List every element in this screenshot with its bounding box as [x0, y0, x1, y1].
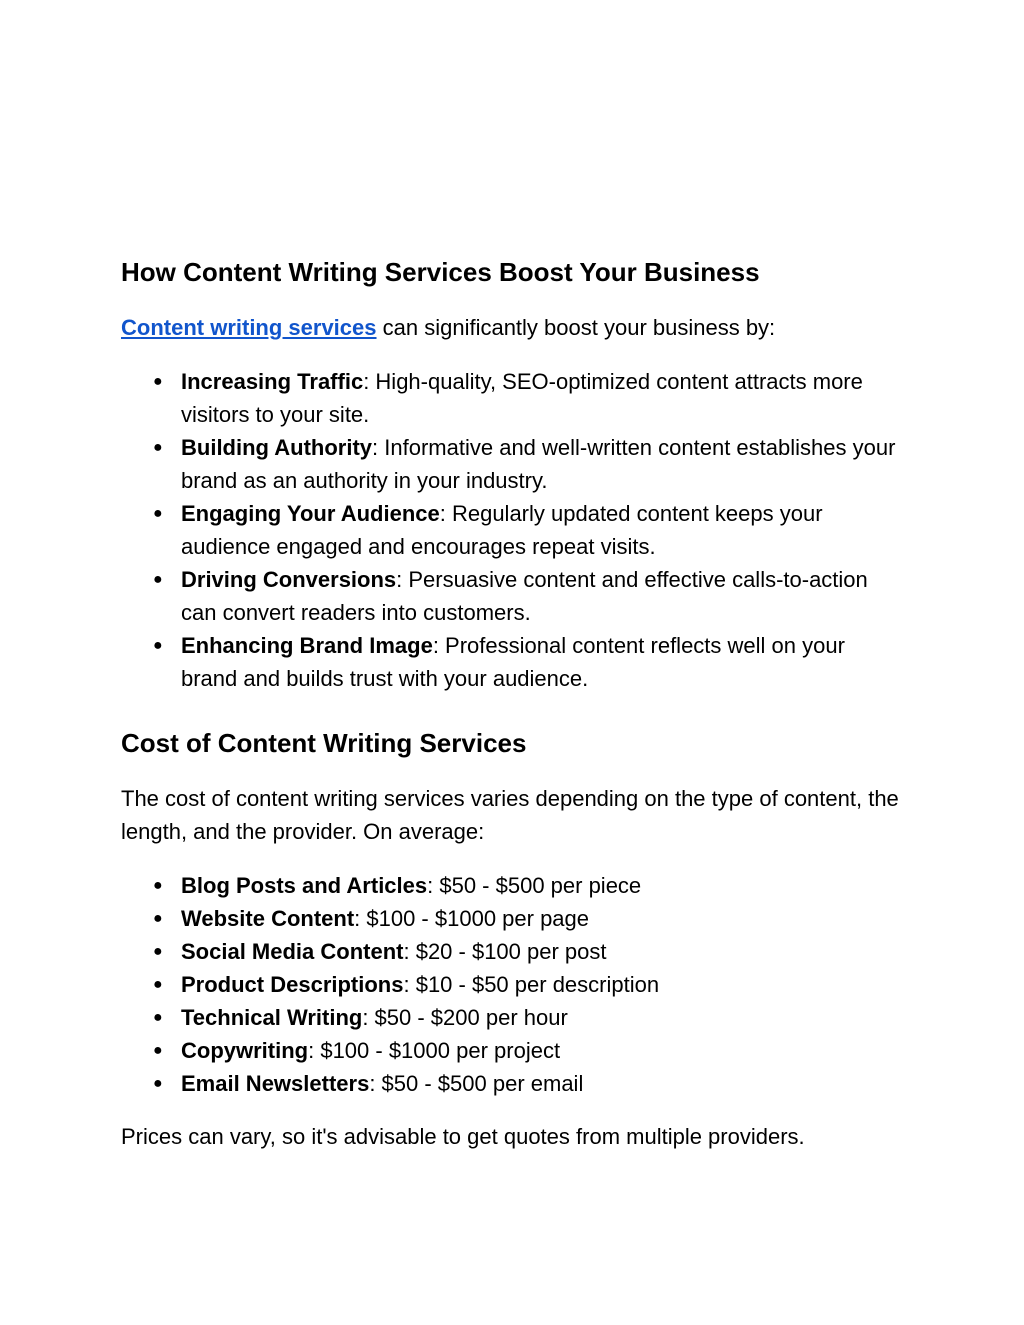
list-item [121, 968, 903, 1001]
list-item-term: Building Authority [181, 435, 373, 460]
section-heading-boost: How Content Writing Services Boost Your Business [121, 257, 760, 287]
list-item-term: Driving Conversions [181, 567, 397, 592]
list-item-desc: : Professional content reflects well on your brand and builds trust with your audience. [181, 633, 845, 691]
list-item [121, 497, 903, 563]
pricing-list [121, 869, 921, 1100]
list-item [121, 935, 903, 968]
list-item-term: Email Newsletters [181, 1071, 370, 1096]
closing-paragraph: Prices can vary, so it's advisable to get quotes from multiple providers. [121, 1124, 805, 1149]
bullet-icon: ● [153, 1042, 163, 1059]
list-item-desc: : Persuasive content and effective calls-to-action can convert readers into customers. [181, 567, 868, 625]
list-item [121, 1001, 903, 1034]
list-item-desc: : $50 - $500 per email [369, 1071, 584, 1096]
list-item [121, 869, 903, 902]
intro-paragraph [121, 311, 921, 344]
list-item-term: Increasing Traffic [181, 369, 364, 394]
bullet-icon: ● [153, 637, 163, 654]
list-item-desc: : Informative and well-written content establishes your brand as an authority in your industry. [181, 435, 896, 493]
list-item-term: Product Descriptions [181, 972, 404, 997]
list-item-desc: : $100 - $1000 per project [308, 1038, 561, 1063]
list-item-desc: : High-quality, SEO-optimized content attracts more visitors to your site. [181, 369, 863, 427]
list-item-desc: : $50 - $500 per piece [427, 873, 642, 898]
list-item [121, 1067, 903, 1100]
bullet-icon: ● [153, 877, 163, 894]
list-item-term: Technical Writing [181, 1005, 363, 1030]
bullet-icon: ● [153, 1009, 163, 1026]
bullet-icon: ● [153, 505, 163, 522]
list-item-term: Website Content [181, 906, 355, 931]
bullet-icon: ● [153, 943, 163, 960]
bullet-icon: ● [153, 571, 163, 588]
list-item [121, 431, 903, 497]
list-item-term: Social Media Content [181, 939, 404, 964]
list-item [121, 902, 903, 935]
list-item-desc: : $20 - $100 per post [403, 939, 607, 964]
list-item-desc: : $50 - $200 per hour [362, 1005, 568, 1030]
list-item-term: Enhancing Brand Image [181, 633, 433, 658]
list-item-term: Copywriting [181, 1038, 309, 1063]
intro-text: can significantly boost your business by: [376, 315, 776, 340]
list-item-desc: : $10 - $50 per description [403, 972, 660, 997]
cost-intro-paragraph: The cost of content writing services varies depending on the type of content, the length, and the provider. On average: [121, 786, 899, 844]
section-heading-cost: Cost of Content Writing Services [121, 728, 527, 758]
list-item-desc: : $100 - $1000 per page [354, 906, 590, 931]
list-item [121, 629, 903, 695]
document-page [121, 255, 921, 1153]
list-item [121, 1034, 903, 1067]
benefits-list [121, 365, 921, 695]
list-item [121, 365, 903, 431]
bullet-icon: ● [153, 1075, 163, 1092]
list-item-term: Engaging Your Audience [181, 501, 440, 526]
list-item-desc: : Regularly updated content keeps your audience engaged and encourages repeat visits. [181, 501, 823, 559]
list-item [121, 563, 903, 629]
bullet-icon: ● [153, 373, 163, 390]
content-writing-services-link[interactable]: Content writing services [121, 315, 377, 340]
bullet-icon: ● [153, 439, 163, 456]
bullet-icon: ● [153, 976, 163, 993]
bullet-icon: ● [153, 910, 163, 927]
list-item-term: Blog Posts and Articles [181, 873, 428, 898]
